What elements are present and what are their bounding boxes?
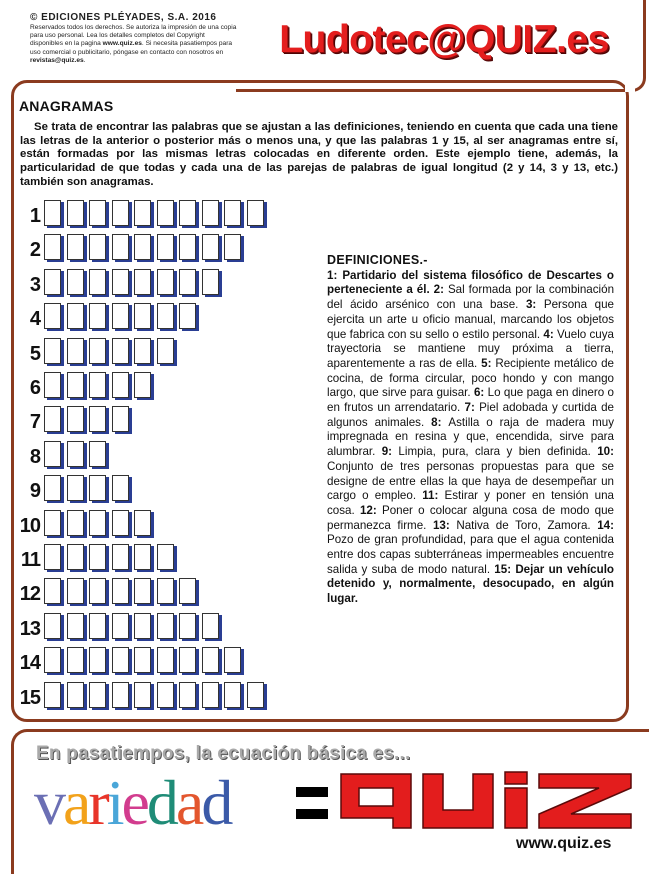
definition-text: Piel adobada y curtida de algunos animales.: [327, 401, 614, 429]
letter-cell[interactable]: [67, 510, 84, 536]
row-number: 15: [19, 686, 40, 709]
variedad-letter: v: [34, 767, 63, 838]
letter-cell[interactable]: [157, 544, 174, 570]
letter-cell[interactable]: [112, 200, 129, 226]
letter-cell[interactable]: [112, 578, 129, 604]
definition-number: 12:: [359, 503, 382, 517]
letter-cell[interactable]: [157, 303, 174, 329]
row-number: 4: [29, 308, 40, 331]
definition-text: Pozo de gran profundidad, para que el agua contenida entre dos capas subterráneas impermeables encuentre salida y suba de modo natural.: [327, 533, 614, 576]
letter-cell[interactable]: [179, 200, 196, 226]
letter-cell[interactable]: [157, 578, 174, 604]
letter-cell[interactable]: [157, 682, 174, 708]
letter-cell[interactable]: [134, 269, 151, 295]
quiz-logo-z: [539, 774, 631, 828]
row-number: 11: [20, 549, 40, 571]
variedad-letter: a: [175, 767, 202, 838]
definition-number: 11:: [422, 489, 445, 503]
definition-number: 2:: [433, 283, 448, 297]
letter-cell[interactable]: [67, 234, 84, 260]
letter-cell[interactable]: [112, 269, 129, 295]
definition-number: 4:: [543, 327, 557, 341]
letter-cell[interactable]: [44, 200, 61, 226]
letter-cell[interactable]: [134, 544, 151, 570]
letter-cell[interactable]: [157, 234, 174, 260]
letter-cell[interactable]: [44, 406, 61, 432]
letter-cell[interactable]: [134, 613, 151, 639]
row-number: 8: [29, 445, 40, 468]
definition-text: Partidario del sistema filosófico de Descartes o perteneciente a él.: [327, 268, 615, 297]
definition-number: 7:: [464, 401, 480, 415]
row-number: 7: [29, 411, 40, 434]
row-number: 9: [29, 480, 40, 503]
letter-cell[interactable]: [112, 544, 129, 570]
letter-cell[interactable]: [179, 303, 196, 329]
row-number: 5: [29, 342, 40, 365]
letter-cell[interactable]: [179, 269, 196, 295]
quiz-logo-u: [423, 774, 493, 828]
row-number: 2: [29, 239, 40, 262]
row-number: 1: [29, 205, 40, 227]
letter-cell[interactable]: [89, 372, 106, 398]
letter-cell[interactable]: [44, 475, 61, 501]
letter-cell[interactable]: [44, 647, 61, 673]
letter-cell[interactable]: [44, 372, 61, 398]
definition-text: Lo que paga en dinero o en frutos un arrendatario.: [327, 386, 614, 415]
variedad-letter: d: [201, 767, 231, 838]
puzzle-instructions: Se trata de encontrar las palabras que se ajustan a las definiciones, teniendo en cuenta que cada una tiene las letras de la anterior o posterior más o menos una, y que las palabras 1 y 15, al ser anagramas entre sí, están formadas por las mismas letras colocadas en diferente orden. Este ejemplo tiene, además, la particularidad de que todas y cada una de las parejas de palabras de igual longitud (2 y 14, 3 y 13, etc.) también son anagramas.: [20, 121, 618, 188]
footer-tagline: En pasatiempos, la ecuación básica es...: [36, 743, 411, 764]
letter-cell[interactable]: [112, 406, 129, 432]
letter-cell[interactable]: [134, 510, 151, 536]
letter-cell[interactable]: [224, 647, 241, 673]
row-number: 10: [19, 514, 40, 537]
definition-text: Sal formada por la combinación del ácido arsénico con una base.: [327, 283, 615, 312]
quiz-logo: [337, 770, 637, 832]
letter-cell[interactable]: [179, 682, 196, 708]
letter-cell[interactable]: [112, 510, 129, 536]
definitions-body: [327, 269, 614, 607]
copyright-text-2: . Si necesita pasatiempos para uso comercial o publicitario, póngase en contacto con nosotros en: [30, 40, 233, 56]
row-number: 12: [19, 583, 40, 606]
copyright-end: .: [83, 56, 86, 64]
letter-cell[interactable]: [89, 406, 106, 432]
letter-cell[interactable]: [89, 338, 106, 364]
letter-cell[interactable]: [89, 441, 106, 467]
letter-cell[interactable]: [202, 682, 219, 708]
letter-cell[interactable]: [89, 475, 106, 501]
variedad-letter: e: [121, 767, 147, 838]
letter-cell[interactable]: [44, 544, 61, 570]
letter-cell[interactable]: [67, 441, 84, 467]
letter-cell[interactable]: [247, 200, 264, 226]
letter-cell[interactable]: [179, 578, 196, 604]
variedad-letter: a: [63, 767, 89, 838]
letter-cell[interactable]: [89, 200, 106, 226]
definition-number: 15:: [494, 562, 516, 576]
letter-cell[interactable]: [202, 200, 219, 226]
letter-cell[interactable]: [112, 647, 129, 673]
definition-number: 14:: [597, 518, 614, 532]
letter-cell[interactable]: [157, 338, 174, 364]
letter-cell[interactable]: [112, 613, 129, 639]
variedad-letter: d: [146, 767, 176, 838]
row-number: 3: [29, 273, 40, 296]
definition-number: 3:: [525, 298, 544, 312]
letter-cell[interactable]: [44, 303, 61, 329]
frame-cap: [625, 80, 635, 92]
copyright-email-link[interactable]: revistas@quiz.es: [30, 56, 84, 64]
letter-cell[interactable]: [224, 234, 241, 260]
anagram-grid: [14, 200, 304, 720]
letter-cell[interactable]: [67, 647, 84, 673]
definitions-title: DEFINICIONES.-: [327, 253, 428, 267]
letter-cell[interactable]: [202, 234, 219, 260]
letter-cell[interactable]: [112, 475, 129, 501]
quiz-logo-i: [505, 788, 527, 828]
letter-cell[interactable]: [134, 372, 151, 398]
letter-cell[interactable]: [202, 269, 219, 295]
copyright-notice: [30, 12, 238, 65]
letter-cell[interactable]: [179, 234, 196, 260]
letter-cell[interactable]: [224, 200, 241, 226]
letter-cell[interactable]: [134, 682, 151, 708]
letter-cell[interactable]: [89, 544, 106, 570]
letter-cell[interactable]: [44, 441, 61, 467]
definitions-panel: [327, 253, 614, 607]
letter-cell[interactable]: [112, 372, 129, 398]
letter-cell[interactable]: [67, 303, 84, 329]
definition-text: Conjunto de tres personas propuestas para que se designe de entre ellas la que haya de desempeñar un cargo o empleo.: [327, 459, 614, 503]
variedad-wordmark: [34, 768, 230, 838]
letter-cell[interactable]: [224, 682, 241, 708]
letter-cell[interactable]: [89, 269, 106, 295]
letter-cell[interactable]: [89, 510, 106, 536]
letter-cell[interactable]: [134, 647, 151, 673]
definition-text: Poner o colocar alguna cosa de modo que permanezca firme.: [327, 503, 615, 532]
definition-text: Nativa de Toro, Zamora.: [456, 518, 598, 532]
copyright-title: [30, 12, 238, 24]
copyright-site-link[interactable]: www.quiz.es: [102, 40, 142, 48]
letter-cell[interactable]: [112, 303, 129, 329]
letter-cell[interactable]: [112, 234, 129, 260]
letter-cell[interactable]: [67, 406, 84, 432]
definition-number: 6:: [473, 386, 488, 400]
letter-cell[interactable]: [89, 578, 106, 604]
letter-cell[interactable]: [44, 613, 61, 639]
letter-cell[interactable]: [67, 338, 84, 364]
letter-cell[interactable]: [134, 234, 151, 260]
copyright-symbol: ©: [30, 12, 38, 23]
letter-cell[interactable]: [89, 613, 106, 639]
definition-number: 9:: [381, 445, 399, 459]
variedad-letter: r: [88, 767, 107, 838]
letter-cell[interactable]: [157, 647, 174, 673]
letter-cell[interactable]: [44, 682, 61, 708]
brand-logo: Ludotec@QUIZ.es: [279, 18, 609, 61]
definition-text: Recipiente metálico de cocina, de forma circular, poco hondo y con mango largo, que sirve para guisar.: [327, 356, 614, 400]
definition-text: Astilla o raja de madera muy impregnada en resina y que, encendida, sirve para alumbrar.: [327, 415, 614, 459]
letter-cell[interactable]: [44, 234, 61, 260]
letter-cell[interactable]: [44, 269, 61, 295]
publisher-name: EDICIONES PLÉYADES, S.A. 2016: [41, 12, 217, 23]
letter-cell[interactable]: [134, 303, 151, 329]
definition-number: 10:: [597, 445, 614, 459]
letter-cell[interactable]: [157, 613, 174, 639]
letter-cell[interactable]: [67, 613, 84, 639]
letter-cell[interactable]: [202, 613, 219, 639]
letter-cell[interactable]: [67, 682, 84, 708]
equals-sign: [296, 787, 328, 821]
letter-cell[interactable]: [179, 613, 196, 639]
letter-cell[interactable]: [44, 510, 61, 536]
letter-cell[interactable]: [67, 544, 84, 570]
definition-text: Limpia, pura, clara y bien definida.: [398, 445, 598, 459]
letter-cell[interactable]: [89, 647, 106, 673]
quiz-logo-q: [341, 774, 411, 828]
letter-cell[interactable]: [67, 200, 84, 226]
letter-cell[interactable]: [202, 647, 219, 673]
letter-cell[interactable]: [112, 338, 129, 364]
letter-cell[interactable]: [44, 338, 61, 364]
letter-cell[interactable]: [44, 578, 61, 604]
copyright-body: [30, 24, 238, 65]
letter-cell[interactable]: [89, 303, 106, 329]
letter-cell[interactable]: [112, 682, 129, 708]
variedad-letter: i: [106, 767, 122, 838]
letter-cell[interactable]: [134, 578, 151, 604]
letter-cell[interactable]: [134, 338, 151, 364]
definition-number: 8:: [431, 415, 449, 429]
definition-text: Estirar y poner en tensión una cosa.: [327, 489, 614, 517]
letter-cell[interactable]: [157, 200, 174, 226]
letter-cell[interactable]: [134, 200, 151, 226]
row-number: 13: [19, 617, 40, 640]
letter-cell[interactable]: [247, 682, 264, 708]
letter-cell[interactable]: [157, 269, 174, 295]
definition-number: 1:: [327, 268, 343, 282]
letter-cell[interactable]: [67, 372, 84, 398]
definition-number: 5:: [481, 356, 496, 370]
letter-cell[interactable]: [67, 578, 84, 604]
definition-text: Vuelo cuya trayectoria se mantiene muy próxima a tierra, aparentemente a ras de ella.: [327, 327, 614, 370]
definition-text: Persona que ejercita un arte u oficio manual, marcando los objetos que fabrica con su sello o estilo personal.: [327, 298, 614, 341]
letter-cell[interactable]: [89, 682, 106, 708]
letter-cell[interactable]: [179, 647, 196, 673]
puzzle-title: ANAGRAMAS: [19, 98, 114, 114]
quiz-logo-i-dot: [505, 772, 527, 784]
letter-cell[interactable]: [67, 475, 84, 501]
definition-number: 13:: [432, 518, 457, 532]
footer-url[interactable]: www.quiz.es: [516, 835, 612, 852]
definition-text: Dejar un vehículo detenido y, normalmente, desocupado, en algún lugar.: [327, 562, 615, 606]
row-number: 14: [19, 652, 40, 675]
copyright-text-1: Reservados todos los derechos. Se autoriza la impresión de una copia para uso personal. Lea los detalles completos del Copyright disponibles en la pagina: [30, 24, 237, 48]
letter-cell[interactable]: [67, 269, 84, 295]
letter-cell[interactable]: [89, 234, 106, 260]
row-number: 6: [29, 377, 40, 399]
